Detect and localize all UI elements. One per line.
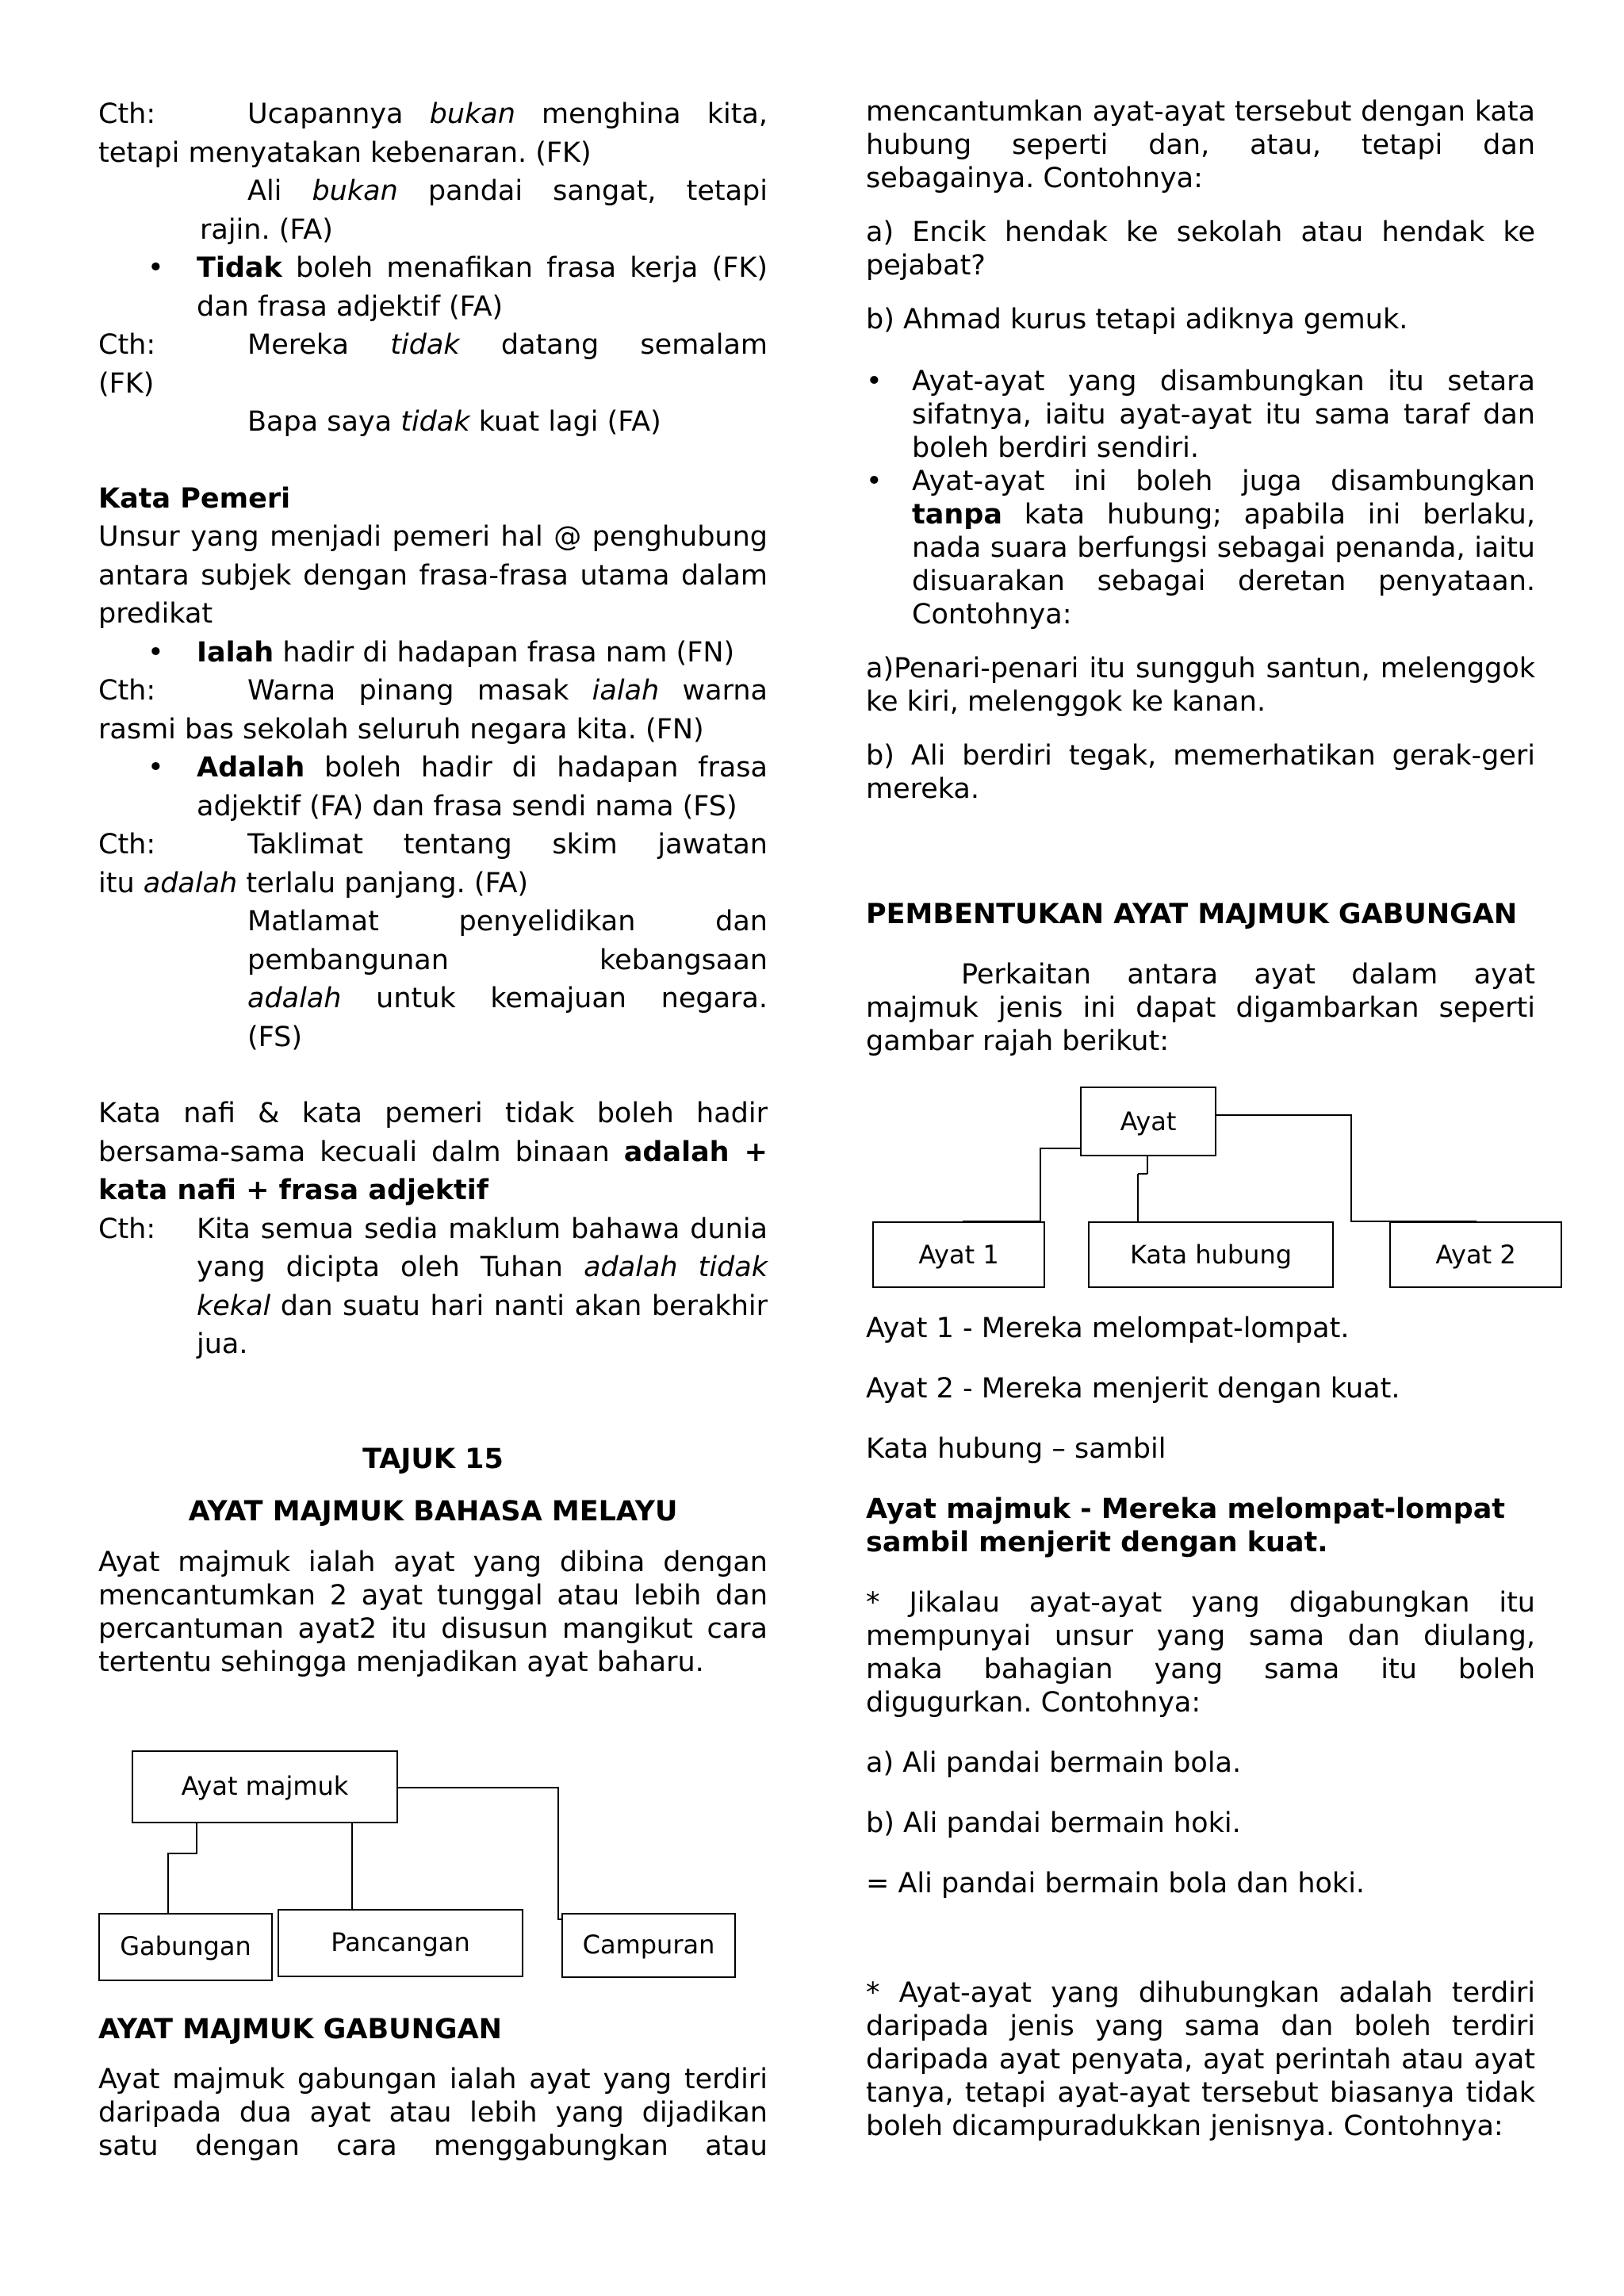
- bullet-dot: [98, 634, 197, 673]
- note-text: Kata nafi & kata pemeri tidak boleh hadir: [98, 1098, 768, 1129]
- diagram-child-box: Ayat 1: [872, 1221, 1045, 1288]
- example-text: pembangunan kebangsaan: [247, 944, 768, 976]
- example-text: rajin. (FA): [200, 213, 333, 246]
- section-heading: PEMBENTUKAN AYAT MAJMUK GABUNGAN: [866, 899, 1518, 930]
- section-heading: AYAT MAJMUK GABUNGAN: [98, 2013, 502, 2045]
- chapter-number: TAJUK 15: [362, 1443, 504, 1475]
- example-label: Cth:: [98, 675, 156, 707]
- example-bukan-2: Ali bukan pandai sangat, tetapi: [247, 175, 768, 207]
- bullet-tidak: • Tidak boleh menafikan frasa kerja (FK) dan frasa adjektif (FA): [98, 249, 768, 326]
- section-heading: Kata Pemeri: [98, 482, 291, 515]
- example-bukan-1: Cth: Ucapannya bukan menghina kita,: [98, 95, 768, 134]
- bullet-setara: • Ayat-ayat yang disambungkan itu setara sifatnya, iaitu ayat-ayat itu sama taraf dan boleh berdiri sendiri.: [866, 365, 1535, 465]
- continued-text: mencantumkan ayat-ayat tersebut dengan kata hubung seperti dan, atau, tetapi dan sebagainya. Contohnya:: [866, 96, 1535, 194]
- bullet-dot: [866, 365, 912, 465]
- note-text: bersama-sama kecuali dalm binaan adalah +: [98, 1136, 768, 1168]
- diagram-root-box: Ayat majmuk: [132, 1750, 398, 1823]
- diagram-root-box: Ayat: [1080, 1087, 1216, 1156]
- note-text: kata nafi + frasa adjektif: [98, 1175, 488, 1206]
- example-text: Kata hubung – sambil: [866, 1433, 1166, 1465]
- example-text: Ayat 2 - Mereka menjerit dengan kuat.: [866, 1373, 1400, 1405]
- bullet-ialah: • Ialah hadir di hadapan frasa nam (FN): [98, 634, 768, 673]
- chapter-title: AYAT MAJMUK BAHASA MELAYU: [188, 1496, 678, 1527]
- diagram-child-box: Pancangan: [278, 1909, 523, 1977]
- example-label: Cth:: [98, 98, 156, 130]
- example-adalah-1: Cth: Taklimat tentang skim jawatan: [98, 826, 768, 864]
- definition-text: Ayat majmuk ialah ayat yang dibina dengan mencantumkan 2 ayat tunggal atau lebih dan percantuman ayat2 itu disusun mangikut cara tertentu sehingga menjadikan ayat baharu.: [98, 1546, 768, 1678]
- example-text: b) Ali pandai bermain hoki.: [866, 1807, 1241, 1839]
- example-text: Ayat 1 - Mereka melompat-lompat.: [866, 1313, 1350, 1344]
- example-text: rasmi bas sekolah seluruh negara kita. (FN): [98, 713, 704, 746]
- note-text: * Ayat-ayat yang dihubungkan adalah terdiri daripada jenis yang sama dan boleh terdiri daripada ayat penyata, ayat perintah atau ayat tanya, tetapi ayat-ayat tersebut biasanya tidak boleh dicampuradukkan jenisnya. Contohnya:: [866, 1977, 1535, 2142]
- example-tidak-1: Cth: Mereka tidak datang semalam: [98, 326, 768, 365]
- bullet-dot: [98, 249, 197, 326]
- note-text: * Jikalau ayat-ayat yang digabungkan itu mempunyai unsur yang sama dan diulang, maka bahagian yang sama itu boleh digugurkan. Contohnya:: [866, 1587, 1535, 1719]
- intro-text: Perkaitan antara ayat dalam ayat majmuk jenis ini dapat digambarkan seperti gambar rajah berikut:: [866, 959, 1535, 1057]
- example-text: tetapi menyatakan kebenaran. (FK): [98, 136, 592, 169]
- result-sentence: Ayat majmuk - Mereka melompat-lompat sambil menjerit dengan kuat.: [866, 1493, 1506, 1558]
- example-text: = Ali pandai bermain bola dan hoki.: [866, 1868, 1365, 1899]
- example-text: a)Penari-penari itu sungguh santun, melenggok ke kiri, melenggok ke kanan.: [866, 653, 1535, 718]
- example-text: adalah untuk kemajuan negara.: [247, 983, 768, 1014]
- example-label: Cth:: [98, 829, 156, 861]
- example-nafi: Cth: Kita semua sedia maklum bahawa dunia yang dicipta oleh Tuhan adalah tidak kekal dan suatu hari nanti akan berakhir jua.: [98, 1210, 768, 1364]
- diagram-child-box: Campuran: [561, 1913, 736, 1978]
- diagram-child-box: Kata hubung: [1088, 1221, 1334, 1288]
- ayat-gabungan-diagram: [866, 1087, 1556, 1277]
- diagram-child-box: Ayat 2: [1389, 1221, 1562, 1288]
- example-tidak-2: Bapa saya tidak kuat lagi (FA): [247, 406, 661, 438]
- example-text: b) Ali berdiri tegak, memerhatikan gerak-geri mereka.: [866, 740, 1535, 805]
- example-label: Cth:: [98, 329, 156, 361]
- bullet-adalah: • Adalah boleh hadir di hadapan frasa adjektif (FA) dan frasa sendi nama (FS): [98, 749, 768, 826]
- example-adalah-2: Matlamat penyelidikan dan: [247, 906, 768, 937]
- example-text: a) Ali pandai bermain bola.: [866, 1747, 1242, 1779]
- ayat-majmuk-diagram: [98, 1711, 768, 1996]
- example-text: a) Encik hendak ke sekolah atau hendak ke pejabat?: [866, 217, 1535, 282]
- right-column: [866, 95, 1535, 2143]
- example-text: itu adalah terlalu panjang. (FA): [98, 867, 529, 899]
- example-text: (FK): [98, 367, 155, 400]
- bullet-dot: [866, 465, 912, 631]
- diagram-child-box: Gabungan: [98, 1913, 273, 1981]
- definition-text: Unsur yang menjadi pemeri hal @ penghubung antara subjek dengan frasa-frasa utama dalam predikat: [98, 521, 768, 630]
- bullet-dot: [98, 749, 197, 826]
- left-column: [98, 95, 768, 2163]
- definition-text: Ayat majmuk gabungan ialah ayat yang terdiri daripada dua ayat atau lebih yang dijadikan satu dengan cara menggabungkan atau: [98, 2064, 768, 2162]
- example-text: (FS): [247, 1021, 303, 1053]
- example-text: b) Ahmad kurus tetapi adiknya gemuk.: [866, 304, 1408, 335]
- example-ialah: Cth: Warna pinang masak ialah warna: [98, 672, 768, 711]
- example-label: Cth:: [98, 1213, 156, 1245]
- bullet-tanpa: • Ayat-ayat ini boleh juga disambungkan tanpa kata hubung; apabila ini berlaku, nada suara berfungsi sebagai penanda, iaitu disuarakan sebagai deretan penyataan. Contohnya:: [866, 465, 1535, 631]
